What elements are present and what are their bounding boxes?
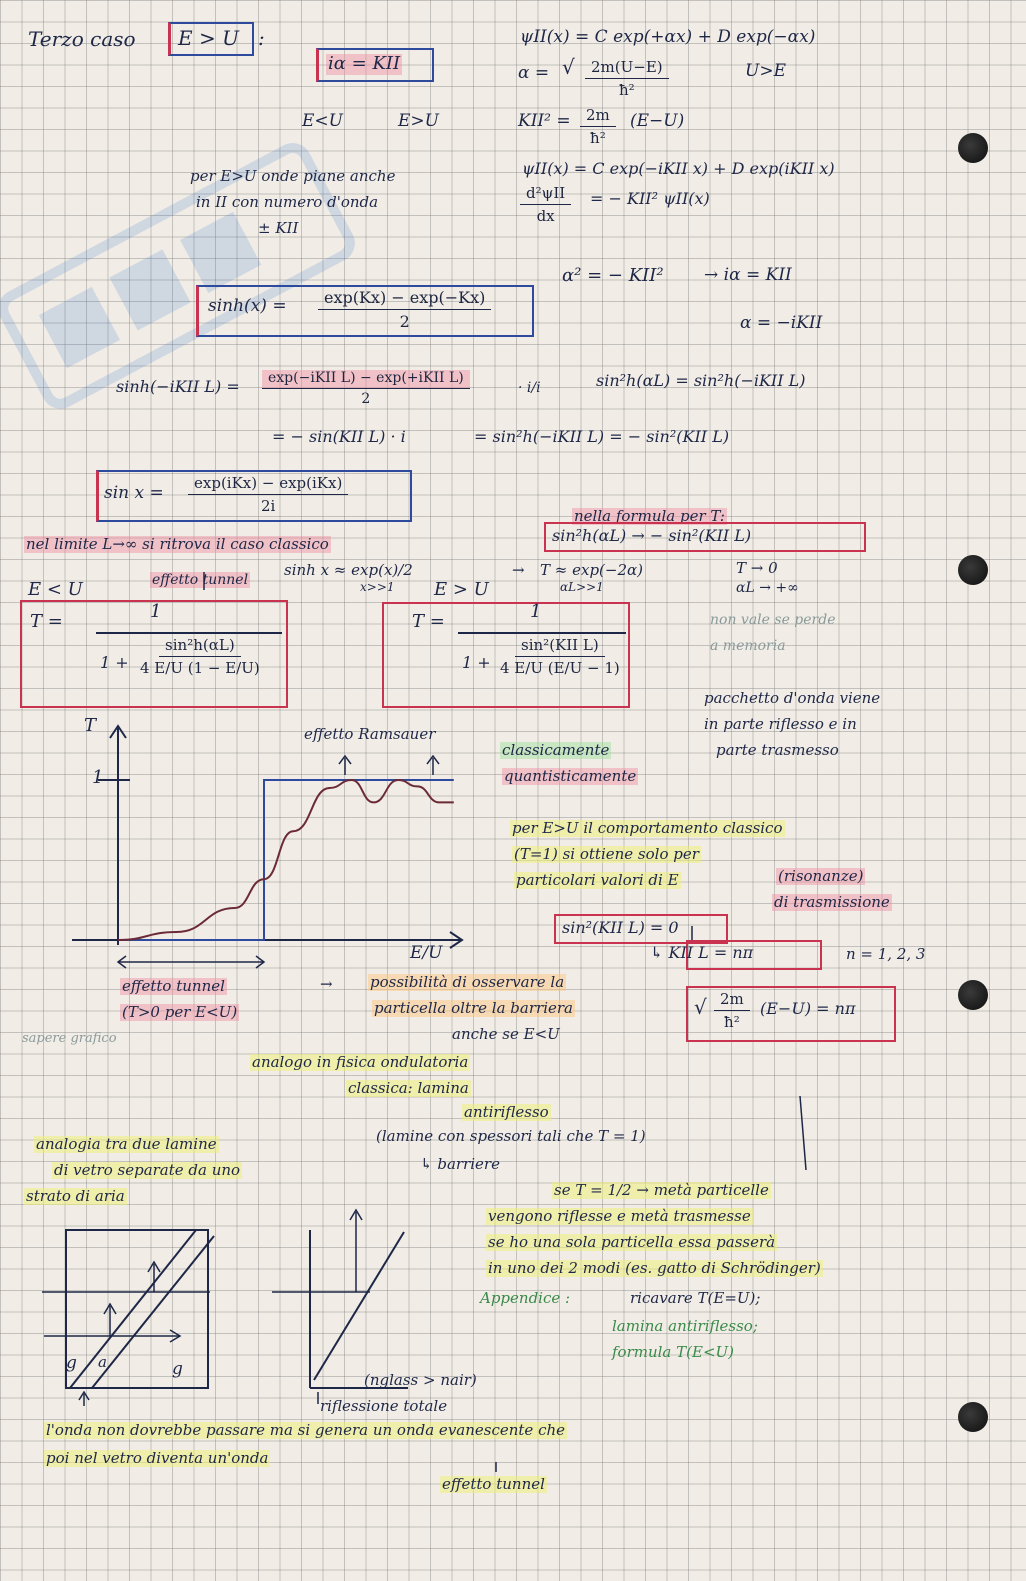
glass-line1: analogia tra due lamine [36, 1135, 217, 1153]
T-EgtU-num: 1 [530, 601, 542, 622]
arrow-left-label: E<U [302, 111, 343, 131]
T-EgtU-case: E > U [434, 579, 489, 600]
relation-text: iα = KII [328, 53, 401, 74]
formula-T-boxed: sin²h(αL) → − sin²(KII L) [552, 526, 752, 545]
T-EgtU-den-den: 4 E/U (E/U − 1) [500, 659, 620, 677]
k-den: ħ² [590, 129, 606, 147]
tunnel-cond: (T>0 per E<U) [122, 1003, 238, 1021]
sinh-approx-cond: x>>1 [360, 580, 395, 594]
formula-T-label: nella formula per T: [574, 507, 725, 525]
T-EltU-lhs: T = [30, 611, 63, 632]
T-EgtU-den-a: 1 + [462, 653, 491, 672]
analog-line2: classica: lamina [348, 1079, 469, 1097]
analog-line3: antiriflesso [464, 1103, 549, 1121]
appendix-item2: lamina antiriflesso; [612, 1317, 758, 1335]
bottom-tunnel: effetto tunnel [442, 1475, 545, 1493]
sinh-deriv-right: sin²h(αL) = sin²h(−iKII L) [596, 371, 806, 390]
sqrt-sign: √ [562, 55, 575, 79]
wave-note-line3: ± KII [258, 219, 299, 237]
tunnel-line2: particella oltre la barriera [374, 999, 573, 1017]
psi2-line: ψII(x) = C exp(−iKII x) + D exp(iKII x) [522, 159, 835, 178]
k-num: 2m [580, 106, 616, 127]
appendix-item3: formula T(E<U) [612, 1343, 735, 1361]
glass-line2: di vetro separate da uno [54, 1161, 241, 1179]
EgtU-note-line3: particolari valori di E [516, 871, 679, 889]
deriv-den: dx [536, 207, 555, 225]
bottom-line1: l'onda non dovrebbe passare ma si genera un onda evanescente che [46, 1421, 566, 1439]
sin-num: exp(iKx) − exp(iKx) [188, 474, 348, 495]
T-approx: T ≈ exp(−2α) [540, 561, 643, 579]
half-line2: vengono riflesse e metà trasmesse [488, 1207, 751, 1225]
plot-x-axis-label: E/U [410, 943, 443, 963]
root-sqrt-sign: √ [694, 995, 707, 1019]
condition-colon: : [258, 26, 265, 50]
psi-line: ψII(x) = C exp(+αx) + D exp(−αx) [520, 27, 816, 47]
T-limit-cond: αL → +∞ [736, 580, 799, 596]
glass-g-left: g [66, 1353, 77, 1373]
analog-barrier: ↳ barriere [420, 1155, 500, 1173]
sinh-approx: sinh x ≈ exp(x)/2 [284, 561, 413, 579]
legend-classic: classicamente [502, 741, 610, 759]
root-den: ħ² [724, 1013, 740, 1031]
root-rhs: (E−U) = nπ [760, 999, 856, 1018]
T-EgtU-den-num: sin²(KII L) [515, 636, 605, 657]
T-EgtU-lhs: T = [412, 611, 445, 632]
T-EltU-den-num: sin²h(αL) [159, 636, 241, 657]
T-EltU-num: 1 [150, 601, 162, 622]
arrow-right-label: E>U [398, 111, 439, 131]
sinh-den: 2 [399, 312, 410, 331]
packet-note-line2: in parte riflesso e in [704, 715, 857, 733]
sinh-deriv-second: = − sin(KII L) · i [272, 427, 406, 446]
packet-note-line1: pacchetto d'onda viene [704, 689, 881, 707]
root-num: 2m [714, 990, 750, 1011]
limit-arrow: → [512, 561, 525, 579]
sin-zero-text: sin²(KII L) = 0 [562, 918, 679, 937]
condition-text: E > U [178, 26, 239, 50]
tunnel-arrow: → [320, 975, 333, 993]
ia-k: → iα = KII [704, 265, 792, 285]
deriv-rhs: = − KII² ψII(x) [590, 189, 710, 208]
T-EltU-den-den: 4 E/U (1 − E/U) [140, 659, 260, 677]
tunnel-line3: anche se E<U [452, 1025, 560, 1043]
wave-note-line1: per E>U onde piane anche [190, 167, 396, 185]
plot-y-axis-label: T [84, 715, 97, 736]
T-EltU-den-a: 1 + [100, 653, 129, 672]
sin-den: 2i [260, 497, 276, 515]
analog-paren: (lamine con spessori tali che T = 1) [376, 1127, 646, 1145]
sinh-deriv-third: = sin²h(−iKII L) = − sin²(KII L) [474, 427, 730, 446]
sinh-lhs: sinh(x) = [208, 296, 287, 316]
EgtU-note-line4: (risonanze) [778, 867, 864, 885]
k-lhs: KII² = [518, 111, 571, 131]
kl-text: ↳ KII L = nπ [650, 943, 754, 962]
sinh-deriv-num: exp(−iKII L) − exp(+iKII L) [262, 370, 470, 389]
ramsauer-label: effetto Ramsauer [304, 725, 436, 743]
tunnel-small-label: effetto tunnel [152, 572, 249, 588]
page-title: Terzo caso [28, 27, 136, 51]
T-approx-cond: αL>>1 [560, 580, 604, 594]
deriv-num: d²ψII [520, 184, 571, 205]
alpha-squared: α² = − KII² [562, 265, 664, 286]
alpha-den: ħ² [618, 81, 635, 99]
T-limit: T → 0 [736, 559, 778, 577]
EgtU-note-line5: di trasmissione [774, 893, 890, 911]
alpha-cond: U>E [745, 61, 786, 81]
sinh-deriv-lhs: sinh(−iKII L) = [116, 377, 240, 396]
plot-y-tick-1: 1 [92, 767, 104, 788]
T-EltU-case: E < U [28, 579, 83, 600]
tunnel-label: effetto tunnel [122, 977, 225, 995]
sinh-deriv-den: 2 [361, 391, 371, 407]
limit-text: nel limite L→∞ si ritrova il caso classico [26, 535, 329, 553]
grey-note-line2: a memoria [710, 638, 786, 654]
appendix-label: Appendice : [480, 1289, 571, 1307]
half-line1: se T = 1/2 → metà particelle [554, 1181, 769, 1199]
tunnel-line1: possibilità di osservare la [370, 973, 565, 991]
glass-g-right: g [172, 1359, 183, 1379]
bottom-line2: poi nel vetro diventa un'onda [46, 1449, 269, 1467]
sinh-deriv-times: · i/i [518, 380, 541, 396]
legend-quantum: quantisticamente [504, 767, 637, 785]
sin-lhs: sin x = [104, 483, 164, 503]
alpha-num: 2m(U−E) [585, 58, 669, 79]
analog-line1: analogo in fisica ondulatoria [252, 1053, 469, 1071]
half-line4: in uno dei 2 modi (es. gatto di Schrödinger) [488, 1259, 821, 1277]
sinh-num: exp(Kx) − exp(−Kx) [318, 288, 491, 310]
n-values: n = 1, 2, 3 [846, 945, 926, 963]
tunnel-side-note: sapere grafico [22, 1031, 117, 1046]
EgtU-note-line2: (T=1) si ottiene solo per [514, 845, 699, 863]
total-reflection: riflessione totale [320, 1397, 448, 1415]
packet-note-line3: parte trasmesso [716, 741, 839, 759]
grey-note-line1: non vale se perde [710, 612, 836, 628]
appendix-item1: ricavare T(E=U); [630, 1289, 761, 1307]
glass-line3: strato di aria [26, 1187, 125, 1205]
wave-note-line2: in II con numero d'onda [196, 193, 379, 211]
alpha-lhs: α = [518, 63, 550, 83]
alpha-eq: α = −iKII [740, 313, 823, 333]
EgtU-note-line1: per E>U il comportamento classico [512, 819, 783, 837]
half-line3: se ho una sola particella essa passerà [488, 1233, 776, 1251]
glass-a-mid: a [98, 1353, 107, 1371]
n-relation: (nglass > nair) [364, 1371, 477, 1389]
k-rhs: (E−U) [630, 111, 685, 131]
